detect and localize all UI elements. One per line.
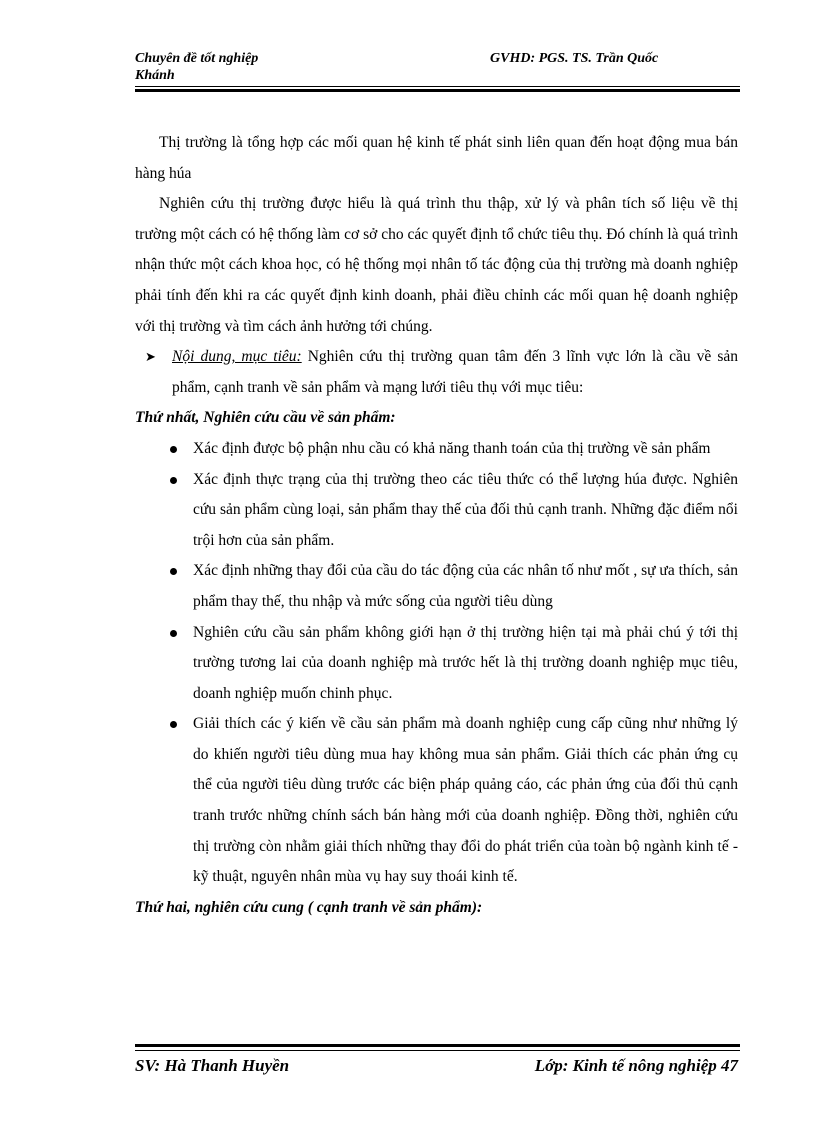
paragraph-market-research: Nghiên cứu thị trường được hiểu là quá trình thu thập, xử lý và phân tích số liệu về thị trường một cách có hệ thống làm cơ sở cho các quyết định tổ chức tiêu thụ. Đó chính là quá trình nhận thức một cách khoa học, có hệ thống mọi nhân tố tác động của thị trường mà doanh nghiệp phải tính đến khi ra các quyết định kinh doanh, phải điều chỉnh các mối quan hệ doanh nghiệp với thị trường và tìm cách ảnh hưởng tới chúng. bbox=[135, 195, 738, 335]
list-item-text: Nghiên cứu cầu sản phẩm không giới hạn ở thị trường hiện tại mà phải chú ý tới thị trường tương lai của doanh nghiệp mà trước hết là thị trường doanh nghiệp mục tiêu, doanh nghiệp muốn chinh phục. bbox=[193, 623, 738, 702]
list-item-text: Xác định những thay đổi của cầu do tác động của các nhân tố như mốt , sự ưa thích, sản phẩm thay thế, thu nhập và mức sống của người tiêu dùng bbox=[193, 562, 738, 610]
header-title: Chuyên đề tốt nghiệp bbox=[135, 51, 259, 66]
document-body bbox=[135, 128, 738, 923]
list-item-text: Xác định thực trạng của thị trường theo các tiêu thức có thể lượng húa được. Nghiên cứu sản phẩm cùng loại, sản phẩm thay thế của đối thủ cạnh tranh. Những đặc điểm nổi trội hơn của sản phẩm. bbox=[193, 470, 738, 549]
bullet-dot-icon bbox=[170, 630, 177, 637]
list-item-text: Xác định được bộ phận nhu cầu có khả năng thanh toán của thị trường về sản phẩm bbox=[193, 439, 711, 457]
objective-label: Nội dung, mục tiêu: bbox=[172, 348, 302, 366]
section2-heading: Thứ hai, nghiên cứu cung ( cạnh tranh về sản phẩm): bbox=[135, 898, 483, 916]
footer-student: SV: Hà Thanh Huyền bbox=[135, 1056, 290, 1075]
header-rule-thick bbox=[135, 89, 740, 92]
arrow-bullet-icon: ➤ bbox=[145, 349, 156, 365]
paragraph-market-definition: Thị trường là tổng hợp các mối quan hệ kinh tế phát sinh liên quan đến hoạt động mua bán hàng húa bbox=[135, 134, 738, 182]
bullet-dot-icon bbox=[170, 477, 177, 484]
bullet-dot-icon bbox=[170, 568, 177, 575]
header-rule-thin bbox=[135, 86, 740, 87]
list-item bbox=[135, 465, 738, 557]
objective-item bbox=[135, 342, 738, 403]
list-item bbox=[135, 709, 738, 893]
list-item bbox=[135, 618, 738, 710]
footer-rule-thick bbox=[135, 1044, 740, 1047]
list-item bbox=[135, 556, 738, 617]
header-advisor-continued: Khánh bbox=[135, 68, 175, 83]
objective-text: Nghiên cứu thị trường quan tâm đến 3 lĩnh vực lớn là cầu về sản phẩm, cạnh tranh về sản phẩm và mạng lưới tiêu thụ với mục tiêu: bbox=[172, 348, 738, 396]
header-advisor: GVHD: PGS. TS. Trần Quốc bbox=[490, 51, 659, 66]
footer-class: Lớp: Kinh tế nông nghiệp 47 bbox=[534, 1056, 738, 1075]
bullet-dot-icon bbox=[170, 446, 177, 453]
list-item bbox=[135, 434, 738, 465]
section1-heading: Thứ nhất, Nghiên cứu cầu về sản phẩm: bbox=[135, 409, 396, 427]
section1-bullet-list bbox=[135, 434, 738, 893]
bullet-dot-icon bbox=[170, 721, 177, 728]
footer-rule-thin bbox=[135, 1050, 740, 1051]
list-item-text: Giải thích các ý kiến về cầu sản phẩm mà doanh nghiệp cung cấp cũng như những lý do khiến người tiêu dùng mua hay không mua sản phẩm. Giải thích các phản ứng cụ thể của người tiêu dùng trước các biện pháp quảng cáo, các phản ứng của đối thủ cạnh tranh trước những chính sách bán hàng mới của doanh nghiệp. Đồng thời, nghiên cứu thị trường còn nhằm giải thích những thay đổi do phát triển của toàn bộ ngành kinh tế - kỹ thuật, nguyên nhân mùa vụ hay suy thoái kinh tế. bbox=[193, 715, 738, 886]
